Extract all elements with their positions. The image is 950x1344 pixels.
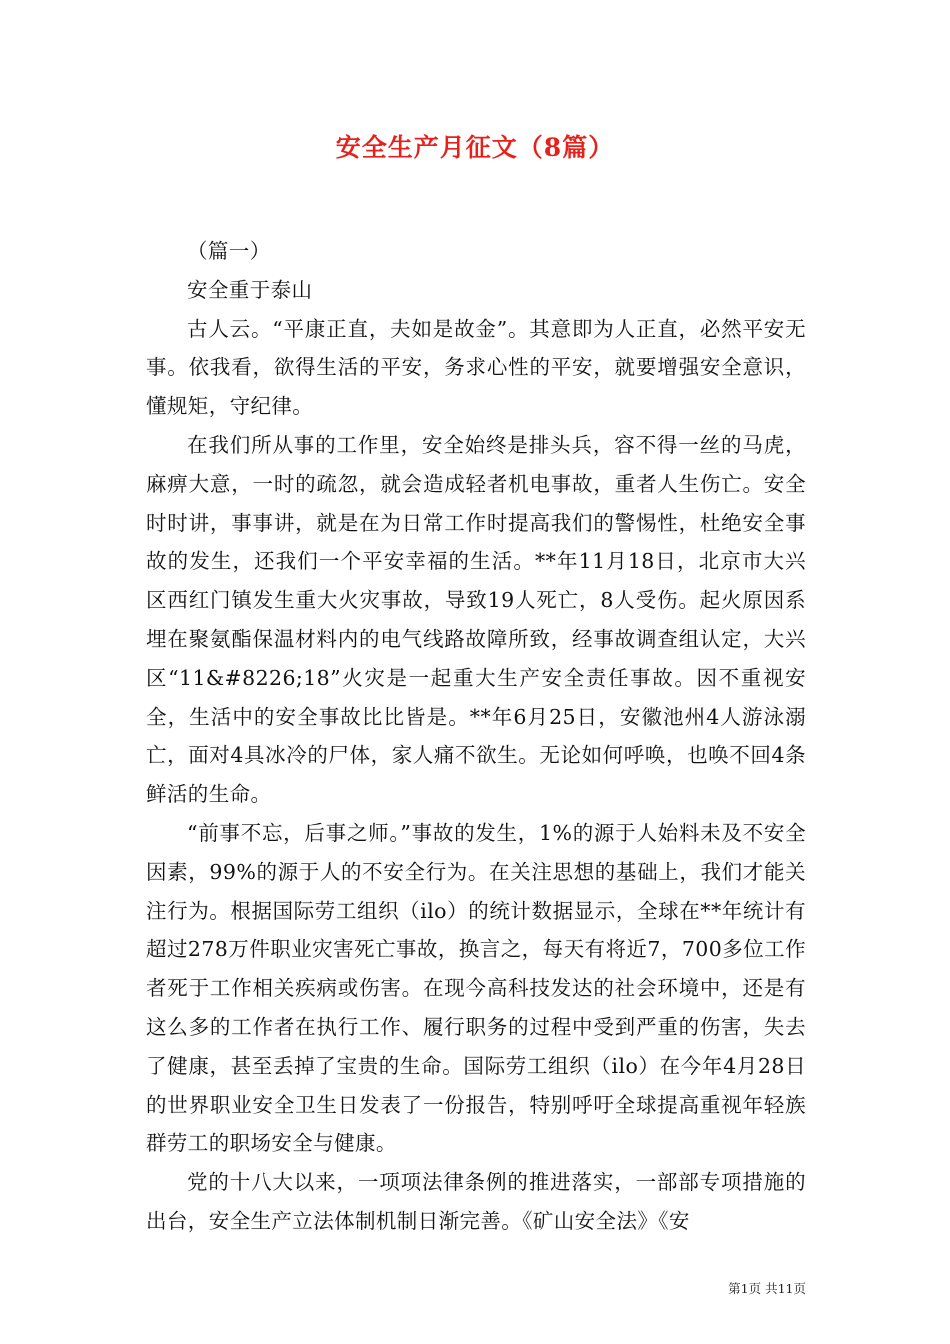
paragraph: 古人云。“平康正直，夫如是故金”。其意即为人正直，必然平安无事。依我看，欲得生活的平安，务求心性的平安，就要增强安全意识，懂规矩，守纪律。: [146, 316, 806, 419]
paragraph: 在我们所从事的工作里，安全始终是排头兵，容不得一丝的马虎，麻痹大意，一时的疏忽，就会造成轻者机电事故，重者人生伤亡。安全时时讲，事事讲，就是在为日常工作时提高我们的警惕性，杜绝安全事故的发生，还我们一个平安幸福的生活。**年11月18日，北京市大兴区西红门镇发生重大火灾事故，导致19人死亡，8人受伤。起火原因系埋在聚氨酯保温材料内的电气线路故障所致，经事故调查组认定，大兴区“11&#8226;18”火灾是一起重大生产安全责任事故。因不重视安全，生活中的安全事故比比皆是。**年6月25日，安徽池州4人游泳溺亡，面对4具冰冷的尸体，家人痛不欲生。无论如何呼唤，也唤不回4条鲜活的生命。: [146, 432, 806, 807]
page-number: 第1页 共11页: [728, 1281, 806, 1296]
document-body: [146, 232, 806, 1241]
document-title: 安全生产月征文（8篇）: [335, 133, 615, 162]
section-heading: 安全重于泰山: [187, 277, 313, 302]
paragraph: “前事不忘，后事之师。”事故的发生，1%的源于人始料未及不安全因素，99%的源于人的不安全行为。在关注思想的基础上，我们才能关注行为。根据国际劳工组织（ilo）的统计数据显示，全球在**年统计有超过278万件职业灾害死亡事故，换言之，每天有将近7，700多位工作者死于工作相关疾病或伤害。在现今高科技发达的社会环境中，还是有这么多的工作者在执行工作、履行职务的过程中受到严重的伤害，失去了健康，甚至丢掉了宝贵的生命。国际劳工组织（ilo）在今年4月28日的世界职业安全卫生日发表了一份报告，特别呼吁全球提高重视年轻族群劳工的职场安全与健康。: [146, 820, 806, 1156]
paragraph: 党的十八大以来，一项项法律条例的推进落实，一部部专项措施的出台，安全生产立法体制机制日渐完善。《矿山安全法》《安: [146, 1170, 806, 1233]
section-label: （篇一）: [187, 239, 271, 263]
